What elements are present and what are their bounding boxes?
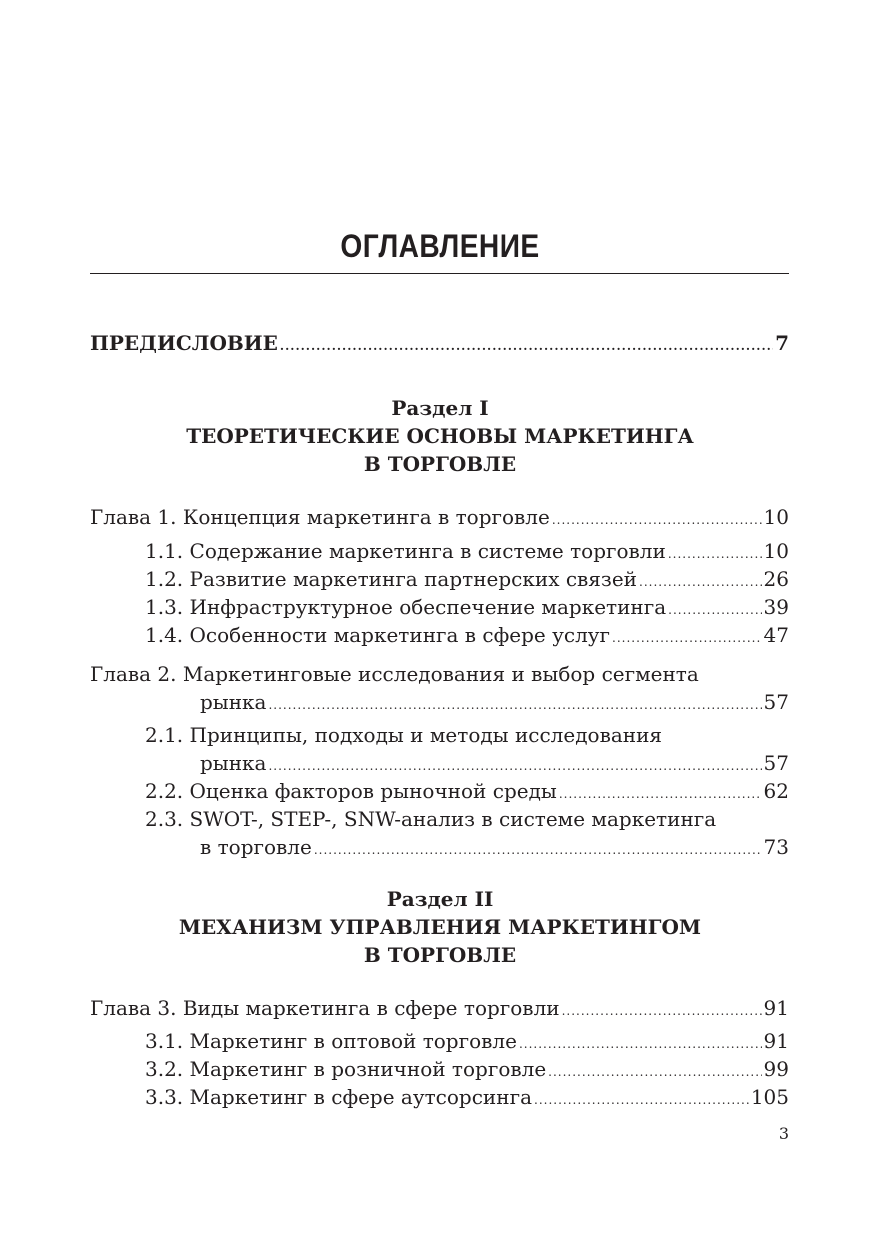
toc-entry-1-3[interactable] — [145, 593, 789, 624]
toc-label: 1.4. Особенности маркетинга в сфере услуг — [145, 623, 611, 647]
section2-title-line2: В ТОРГОВЛЕ — [363, 943, 517, 967]
leader-dots — [268, 691, 761, 719]
toc-page: 10 — [763, 505, 789, 529]
toc-entry-3-1[interactable] — [145, 1027, 789, 1058]
leader-dots — [668, 540, 762, 568]
toc-page: 73 — [763, 835, 789, 859]
toc-label: в торговле — [200, 835, 312, 859]
toc-entry-1-4[interactable] — [145, 621, 789, 652]
toc-label: 1.1. Содержание маркетинга в системе торговли — [145, 539, 666, 563]
section2-title-line1: МЕХАНИЗМ УПРАВЛЕНИЯ МАРКЕТИНГОМ — [178, 915, 702, 939]
toc-label: 3.3. Маркетинг в сфере аутсорсинга — [145, 1085, 532, 1109]
toc-label: рынка — [200, 751, 267, 775]
leader-dots — [519, 1030, 762, 1058]
leader-dots — [548, 1058, 761, 1086]
page-number: 3 — [778, 1124, 789, 1143]
toc-page: 99 — [763, 1057, 789, 1081]
toc-page: 10 — [763, 539, 789, 563]
toc-entry-3-3[interactable] — [145, 1083, 789, 1114]
toc-page: 105 — [750, 1085, 789, 1109]
toc-entry-2-1-line1[interactable]: 2.1. Принципы, подходы и методы исследования — [145, 723, 663, 747]
toc-label: 3.1. Маркетинг в оптовой торговле — [145, 1029, 517, 1053]
toc-label: Глава 3. Виды маркетинга в сфере торговли — [90, 996, 560, 1020]
leader-dots — [268, 752, 761, 780]
toc-page: 91 — [763, 1029, 789, 1053]
toc-label: 3.2. Маркетинг в розничной торговле — [145, 1057, 547, 1081]
toc-page: 47 — [763, 623, 789, 647]
toc-entry-2-3-line1[interactable]: 2.3. SWOT-, STEP-, SNW-анализ в системе маркетинга — [145, 807, 717, 831]
section2-label: Раздел II — [386, 887, 494, 911]
toc-label: Глава 1. Концепция маркетинга в торговле — [90, 505, 550, 529]
toc-entry-1-2[interactable] — [145, 565, 789, 596]
toc-entry-preface[interactable] — [90, 329, 789, 360]
leader-dots — [552, 506, 762, 534]
title-rule — [90, 273, 789, 274]
leader-dots — [280, 332, 773, 360]
leader-dots — [314, 836, 762, 864]
toc-entry-2-2[interactable] — [145, 777, 789, 808]
toc-entry-ch1[interactable] — [90, 503, 789, 534]
toc-label: 1.2. Развитие маркетинга партнерских связей — [145, 567, 638, 591]
toc-page: 7 — [775, 331, 789, 355]
section1-label: Раздел I — [391, 396, 489, 420]
toc-label: ПРЕДИСЛОВИЕ — [90, 331, 278, 355]
toc-page: 57 — [763, 751, 789, 775]
toc-entry-1-1[interactable] — [145, 537, 789, 568]
section1-title-line1: ТЕОРЕТИЧЕСКИЕ ОСНОВЫ МАРКЕТИНГА — [186, 424, 694, 448]
toc-page: 26 — [763, 567, 789, 591]
toc-label: рынка — [200, 690, 267, 714]
leader-dots — [562, 997, 762, 1025]
leader-dots — [612, 624, 762, 652]
toc-entry-2-3[interactable] — [200, 833, 789, 864]
toc-entry-ch2[interactable] — [200, 688, 789, 719]
toc-page: 62 — [763, 779, 789, 803]
page-title: ОГЛАВЛЕНИЕ — [340, 228, 540, 264]
toc-page: 91 — [763, 996, 789, 1020]
section1-title-line2: В ТОРГОВЛЕ — [363, 452, 517, 476]
leader-dots — [559, 780, 762, 808]
toc-entry-ch3[interactable] — [90, 994, 789, 1025]
toc-entry-3-2[interactable] — [145, 1055, 789, 1086]
leader-dots — [639, 568, 762, 596]
toc-label: 1.3. Инфраструктурное обеспечение маркетинга — [145, 595, 667, 619]
leader-dots — [534, 1086, 749, 1114]
toc-label: 2.2. Оценка факторов рыночной среды — [145, 779, 557, 803]
toc-page: 57 — [763, 690, 789, 714]
leader-dots — [668, 596, 761, 624]
toc-entry-2-1[interactable] — [200, 749, 789, 780]
toc-entry-ch2-line1[interactable]: Глава 2. Маркетинговые исследования и выбор сегмента — [90, 662, 699, 686]
toc-page: 39 — [763, 595, 789, 619]
